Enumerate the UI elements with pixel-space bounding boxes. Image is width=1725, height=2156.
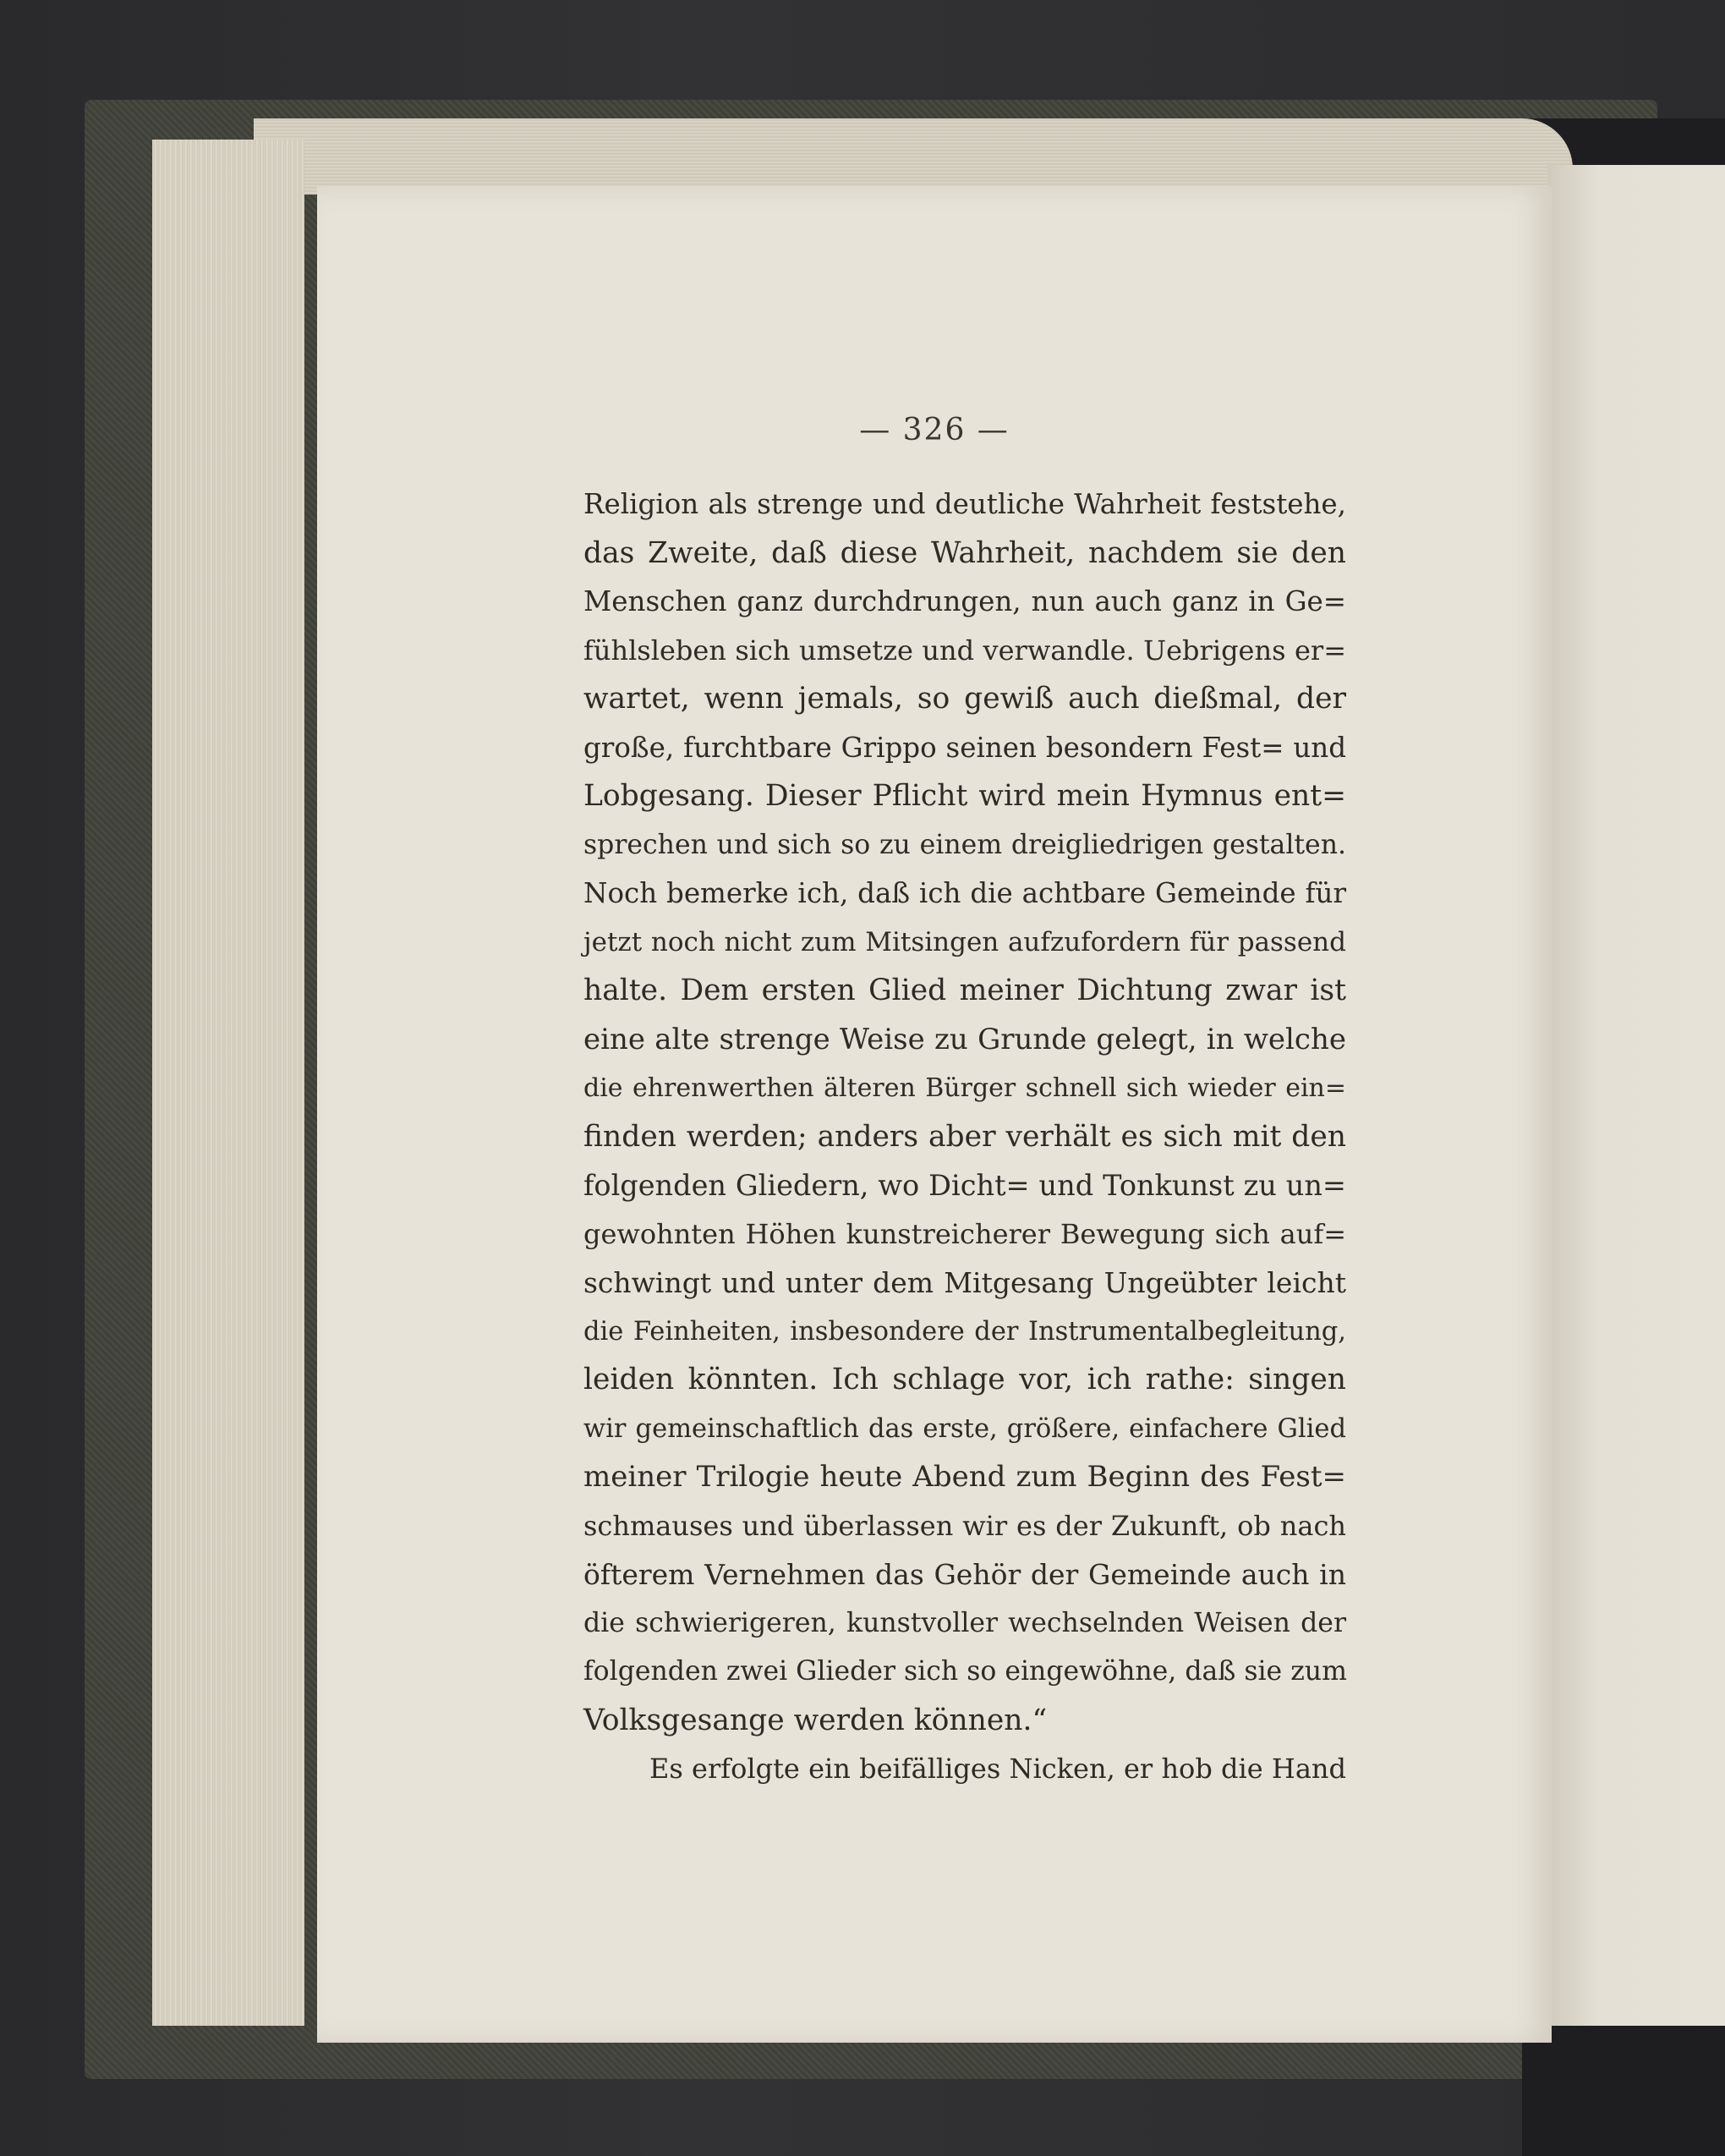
text-line: Noch bemerke ich, daß ich die achtbare Gemeinde für bbox=[583, 877, 1346, 909]
page-stack-top-edges bbox=[254, 118, 1573, 195]
text-line: folgenden Gliedern, wo Dicht= und Tonkunst zu un= bbox=[583, 1169, 1346, 1202]
text-line: die Feinheiten, insbesondere der Instrumentalbegleitung, bbox=[583, 1316, 1346, 1347]
text-line: gewohnten Höhen kunstreicherer Bewegung sich auf= bbox=[583, 1217, 1346, 1250]
text-line: das Zweite, daß diese Wahrheit, nachdem sie den bbox=[583, 535, 1346, 570]
text-line: leiden könnten. Ich schlage vor, ich rathe: singen bbox=[583, 1363, 1346, 1396]
text-line: Menschen ganz durchdrungen, nun auch ganz in Ge= bbox=[583, 585, 1346, 617]
text-line: öfterem Vernehmen das Gehör der Gemeinde auch in bbox=[583, 1558, 1346, 1591]
text-line: große, furchtbare Grippo seinen besondern Fest= und bbox=[583, 731, 1346, 764]
text-line: Volksgesange werden können.“ bbox=[583, 1703, 1048, 1737]
text-line: sprechen und sich so zu einem dreigliedrigen gestalten. bbox=[583, 829, 1346, 860]
text-line: halte. Dem ersten Glied meiner Dichtung zwar ist bbox=[583, 974, 1346, 1007]
text-line: wir gemeinschaftlich das erste, größere, einfachere Glied bbox=[583, 1413, 1346, 1444]
text-line: fühlsleben sich umsetze und verwandle. Uebrigens er= bbox=[583, 634, 1346, 667]
text-line: die schwierigeren, kunstvoller wechselnden Weisen der bbox=[583, 1607, 1346, 1638]
text-line: meiner Trilogie heute Abend zum Beginn des Fest= bbox=[583, 1460, 1346, 1494]
page-body-text bbox=[583, 480, 1346, 1794]
text-line: Es erfolgte ein beifälliges Nicken, er hob die Hand bbox=[649, 1753, 1346, 1785]
text-line: jetzt noch nicht zum Mitsingen aufzufordern für passend bbox=[583, 926, 1346, 957]
text-line: die ehrenwerthen älteren Bürger schnell sich wieder ein= bbox=[583, 1073, 1346, 1103]
page-stack-side-edges bbox=[152, 140, 304, 2026]
text-line: Religion als strenge und deutliche Wahrheit feststehe, bbox=[583, 488, 1346, 520]
text-line: eine alte strenge Weise zu Grunde gelegt, in welche bbox=[583, 1022, 1346, 1056]
page-number: — 326 — bbox=[859, 413, 1010, 447]
text-line: finden werden; anders aber verhält es sich mit den bbox=[583, 1119, 1346, 1154]
text-line: wartet, wenn jemals, so gewiß auch dießmal, der bbox=[583, 682, 1346, 716]
text-line: folgenden zwei Glieder sich so eingewöhne, daß sie zum bbox=[583, 1656, 1347, 1687]
text-line: Lobgesang. Dieser Pflicht wird mein Hymnus ent= bbox=[583, 779, 1346, 813]
text-line: schmauses und überlassen wir es der Zukunft, ob nach bbox=[583, 1509, 1346, 1542]
text-line: schwingt und unter dem Mitgesang Ungeübter leicht bbox=[583, 1266, 1346, 1299]
facing-page bbox=[1547, 165, 1725, 2026]
